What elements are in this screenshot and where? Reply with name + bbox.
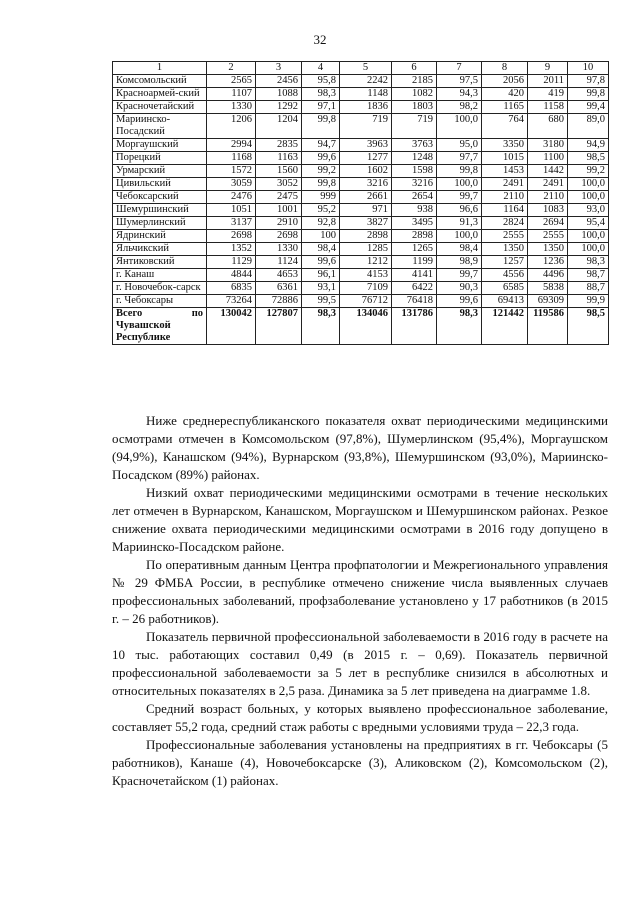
table-cell: 10 [568,62,609,75]
data-table [112,61,609,345]
table-cell: 94,3 [437,88,482,101]
table-row [113,191,609,204]
row-label: Порецкий [113,152,207,165]
table-cell: 420 [482,88,528,101]
table-cell: 2110 [528,191,568,204]
table-cell: 98,4 [437,243,482,256]
table-cell: 6422 [392,282,437,295]
table-cell: 89,0 [568,114,609,139]
table-cell: 98,3 [437,308,482,345]
table-cell: 1051 [207,204,256,217]
table-cell: 4141 [392,269,437,282]
table-cell: 98,4 [302,243,340,256]
table-cell: 94,9 [568,139,609,152]
table-cell: 98,3 [568,256,609,269]
table-cell: 95,0 [437,139,482,152]
table-row [113,139,609,152]
table-cell: 127807 [256,308,302,345]
table-cell: 99,9 [568,295,609,308]
table-cell: 97,1 [302,101,340,114]
table-cell: 999 [302,191,340,204]
table-cell: 1088 [256,88,302,101]
table-cell: 99,2 [568,165,609,178]
table-row [113,178,609,191]
table-cell: 96,6 [437,204,482,217]
table-row [113,217,609,230]
table-cell: 1083 [528,204,568,217]
table-cell: 4556 [482,269,528,282]
row-label: Моргаушский [113,139,207,152]
row-label: г. Новочебок-сарск [113,282,207,295]
table-cell: 76418 [392,295,437,308]
table-cell: 1164 [482,204,528,217]
table-cell: 98,9 [437,256,482,269]
table-cell: 1836 [340,101,392,114]
table-cell: 97,8 [568,75,609,88]
table-cell: 2698 [256,230,302,243]
table-cell: 1124 [256,256,302,269]
table-cell: 100,0 [568,230,609,243]
table-cell: 1107 [207,88,256,101]
table-cell: 3763 [392,139,437,152]
table-cell: 2654 [392,191,437,204]
table-cell: 95,2 [302,204,340,217]
table-cell: 99,4 [568,101,609,114]
table-cell: 98,3 [302,88,340,101]
table-cell: 1100 [528,152,568,165]
row-label: Комсомольский [113,75,207,88]
table-cell: 2824 [482,217,528,230]
table-cell: 1148 [340,88,392,101]
table-cell: 2555 [528,230,568,243]
table-cell: 2994 [207,139,256,152]
table-cell: 3137 [207,217,256,230]
table-cell: 99,8 [302,114,340,139]
table-cell: 88,7 [568,282,609,295]
table-cell: 100,0 [437,114,482,139]
table-cell: 5838 [528,282,568,295]
table-cell: 90,3 [437,282,482,295]
table-cell: 1204 [256,114,302,139]
table-cell: 4 [302,62,340,75]
table-cell: 1330 [256,243,302,256]
table-row [113,243,609,256]
table-cell: 2555 [482,230,528,243]
row-label: Цивильский [113,178,207,191]
table-cell: 6585 [482,282,528,295]
table-cell: 1277 [340,152,392,165]
table-cell: 9 [528,62,568,75]
table-cell: 1803 [392,101,437,114]
table-cell: 2456 [256,75,302,88]
row-label: Янтиковский [113,256,207,269]
table-cell: 134046 [340,308,392,345]
table-cell: 100,0 [437,178,482,191]
table-cell: 2898 [392,230,437,243]
table-cell: 1602 [340,165,392,178]
table-cell: 121442 [482,308,528,345]
table-cell: 1330 [207,101,256,114]
table-cell: 1129 [207,256,256,269]
table-cell: 2 [207,62,256,75]
table-cell: 2491 [528,178,568,191]
table-cell: 100,0 [568,191,609,204]
table-cell: 98,5 [568,308,609,345]
table-cell: 3216 [340,178,392,191]
table-cell: 1285 [340,243,392,256]
table-cell: 98,5 [568,152,609,165]
table-cell: 93,1 [302,282,340,295]
table-cell: 99,8 [437,165,482,178]
table-cell: 680 [528,114,568,139]
table-cell: 130042 [207,308,256,345]
paragraph: По оперативным данным Центра профпатологии и Межрегионального управления № 29 ФМБА России, в республике отмечено снижение числа выявленных случаев профессиональных заболеваний, профзаболевание установлено у 17 работников (в 2015 г. – 26 работников). [112,557,608,626]
table-cell: 4844 [207,269,256,282]
table-cell: 1082 [392,88,437,101]
table-cell: 5 [340,62,392,75]
table-cell: 3963 [340,139,392,152]
table-cell: 2694 [528,217,568,230]
table-cell: 1598 [392,165,437,178]
table-cell: 1168 [207,152,256,165]
row-label: 1 [113,62,207,75]
table-cell: 1165 [482,101,528,114]
table-cell: 1265 [392,243,437,256]
table-cell: 1158 [528,101,568,114]
paragraph: Профессиональные заболевания установлены на предприятиях в гг. Чебоксары (5 работников), Канаше (4), Новочебоксарске (3), Аликовском (2), Комсомольском (2), Красночетайском (1) районах. [112,737,608,788]
table-row [113,75,609,88]
table-cell: 131786 [392,308,437,345]
table-cell: 2565 [207,75,256,88]
table-cell: 73264 [207,295,256,308]
table-cell: 3495 [392,217,437,230]
paragraph: Ниже среднереспубликанского показателя охват периодическими медицинскими осмотрами отмечен в Комсомольском (97,8%), Шумерлинском (95,4%), Моргаушском (94,9%), Канашском (94%), Вурнарском (93,8%), Шемуршинском (93,0%), Мариинско-Посадском (89%) районах. [112,413,608,482]
table-cell: 6835 [207,282,256,295]
table-cell: 99,2 [302,165,340,178]
table-cell: 1352 [207,243,256,256]
row-label: Шумерлинский [113,217,207,230]
table-cell: 3216 [392,178,437,191]
table-cell: 971 [340,204,392,217]
table-cell: 2910 [256,217,302,230]
table-cell: 3 [256,62,302,75]
table-cell: 94,7 [302,139,340,152]
table-row [113,152,609,165]
table-cell: 99,5 [302,295,340,308]
table-cell: 95,8 [302,75,340,88]
table-cell: 97,5 [437,75,482,88]
table-cell: 99,8 [302,178,340,191]
table-cell: 98,2 [437,101,482,114]
table-cell: 92,8 [302,217,340,230]
table-cell: 69413 [482,295,528,308]
table-cell: 1212 [340,256,392,269]
table-cell: 1001 [256,204,302,217]
row-label: Всего по Чувашской Республике [113,308,207,345]
table-cell: 8 [482,62,528,75]
row-label: Ядринский [113,230,207,243]
table-cell: 1350 [528,243,568,256]
table-cell: 6 [392,62,437,75]
table-cell: 2110 [482,191,528,204]
table-row [113,282,609,295]
table-cell: 1442 [528,165,568,178]
table-cell: 3059 [207,178,256,191]
row-label: Урмарский [113,165,207,178]
row-label: г. Канаш [113,269,207,282]
table-cell: 3827 [340,217,392,230]
table-cell: 2475 [256,191,302,204]
table-cell: 99,6 [302,152,340,165]
table-row [113,114,609,139]
table-cell: 2056 [482,75,528,88]
table-cell: 1560 [256,165,302,178]
table-cell: 2011 [528,75,568,88]
table-cell: 99,7 [437,191,482,204]
table-cell: 1248 [392,152,437,165]
table-cell: 100 [302,230,340,243]
table-cell: 93,0 [568,204,609,217]
table-cell: 719 [340,114,392,139]
table-cell: 99,7 [437,269,482,282]
table-cell: 2835 [256,139,302,152]
table-cell: 76712 [340,295,392,308]
table-cell: 99,6 [302,256,340,269]
table-row [113,256,609,269]
table-cell: 1257 [482,256,528,269]
table-cell: 1292 [256,101,302,114]
paragraph: Средний возраст больных, у которых выявлено профессиональное заболевание, составляет 55,2 года, средний стаж работы с вредными условиями труда – 22,3 года. [112,701,608,734]
table-cell: 99,8 [568,88,609,101]
table-cell: 1206 [207,114,256,139]
table-cell: 98,3 [302,308,340,345]
row-label: Яльчикский [113,243,207,256]
table-cell: 95,4 [568,217,609,230]
table-row [113,101,609,114]
table-cell: 1572 [207,165,256,178]
table-cell: 97,7 [437,152,482,165]
table-cell: 4653 [256,269,302,282]
table-cell: 4153 [340,269,392,282]
table-row [113,295,609,308]
table-cell: 3052 [256,178,302,191]
table-cell: 1236 [528,256,568,269]
row-label: г. Чебоксары [113,295,207,308]
table-cell: 1350 [482,243,528,256]
table-body [113,62,609,345]
table-cell: 100,0 [437,230,482,243]
table-cell: 98,7 [568,269,609,282]
table-total-row [113,308,609,345]
table-cell: 100,0 [568,178,609,191]
table-cell: 2491 [482,178,528,191]
row-label: Чебоксарский [113,191,207,204]
table-cell: 2476 [207,191,256,204]
table-cell: 2698 [207,230,256,243]
table-cell: 72886 [256,295,302,308]
table-cell: 1163 [256,152,302,165]
table-cell: 2185 [392,75,437,88]
table-cell: 119586 [528,308,568,345]
table-cell: 4496 [528,269,568,282]
table-row [113,165,609,178]
table-cell: 69309 [528,295,568,308]
page-number: 32 [313,32,327,47]
paragraph: Показатель первичной профессиональной заболеваемости в 2016 году в расчете на 10 тыс. работающих составил 0,49 (в 2015 г. – 0,69). Показатель первичной профессиональной заболеваемости за 5 лет в республике снизился в абсолютных и относительных показателях в 2,5 раза. Динамика за 5 лет приведена на диаграмме 1.8. [112,629,608,698]
table-cell: 91,3 [437,217,482,230]
table-cell: 3180 [528,139,568,152]
table-cell: 2242 [340,75,392,88]
table-cell: 6361 [256,282,302,295]
table-cell: 96,1 [302,269,340,282]
table-cell: 1199 [392,256,437,269]
table-row [113,88,609,101]
table-cell: 7 [437,62,482,75]
table-cell: 764 [482,114,528,139]
table-cell: 7109 [340,282,392,295]
row-label: Шемуршинский [113,204,207,217]
row-label: Красночетайский [113,101,207,114]
table-cell: 419 [528,88,568,101]
table-cell: 1015 [482,152,528,165]
table-cell: 938 [392,204,437,217]
table-cell: 100,0 [568,243,609,256]
table-row [113,230,609,243]
table-header-row [113,62,609,75]
table-row [113,269,609,282]
table-cell: 99,6 [437,295,482,308]
table-cell: 1453 [482,165,528,178]
paragraph: Низкий охват периодическими медицинскими осмотрами в течение нескольких лет отмечен в Вурнарском, Канашском, Моргаушском и Шемуршинском районах. Резкое снижение охвата периодическими медицинскими осмотрами в 2016 году допущено в Мариинско-Посадском районе. [112,485,608,554]
table-cell: 2661 [340,191,392,204]
table-cell: 2898 [340,230,392,243]
table-cell: 719 [392,114,437,139]
row-label: Красноармей-ский [113,88,207,101]
row-label: Мариинско-Посадский [113,114,207,139]
table-cell: 3350 [482,139,528,152]
body-text [112,412,608,790]
table-row [113,204,609,217]
